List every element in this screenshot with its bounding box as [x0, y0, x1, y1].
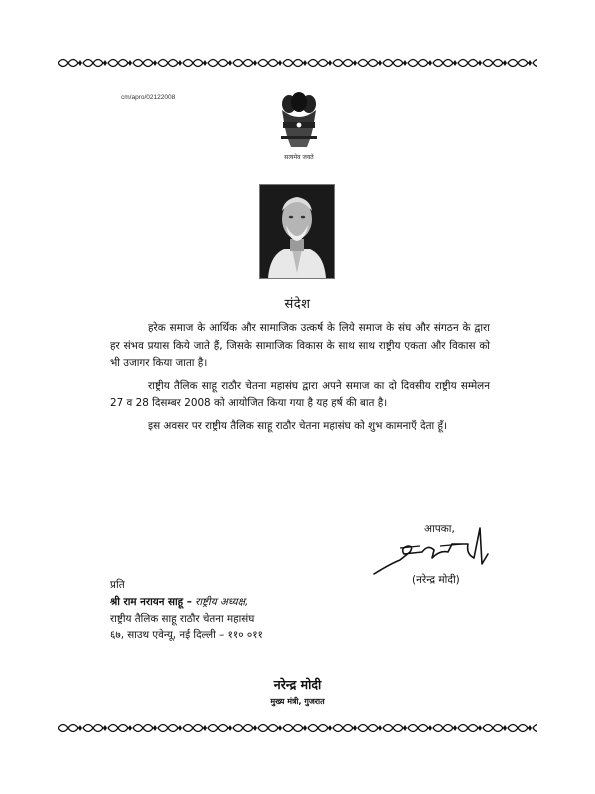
bottom-decorative-border: [58, 721, 537, 735]
state-emblem-icon: [276, 92, 322, 150]
recipient-address-block: [110, 594, 263, 644]
recipient-address: ६७, साउथ एवेन्यू, नई दिल्ली – ११० ०११: [110, 629, 263, 641]
reference-number: cm/apro/02122008: [121, 94, 176, 101]
footer-designation: मुख्य मंत्री, गुजरात: [270, 697, 325, 706]
closing-greeting: आपका,: [424, 523, 455, 535]
paragraph: राष्ट्रीय तैलिक साहू राठौर चेतना महासंघ द्वारा अपने समाज का दो दिवसीय राष्ट्रीय सम्मेलन 27 व 28 दिसम्बर 2008 को आयोजित किया गया है यह हर्ष की बात है।: [110, 379, 490, 410]
message-body: [110, 320, 490, 441]
recipient-name: श्री राम नरायन साहू –: [110, 596, 192, 608]
paragraph: हरेक समाज के आर्थिक और सामाजिक उत्कर्ष के लिये समाज के संघ और संगठन के द्वारा हर संभव प्रयास किये जाते हैं, जिसके सामाजिक विकास के साथ साथ राष्ट्रीय एकता और विकास को भी उजागर किया जाता है।: [110, 322, 490, 370]
recipient-line: [110, 594, 263, 611]
recipient-prefix: प्रति: [110, 579, 125, 591]
recipient-organization: राष्ट्रीय तैलिक साहू राठौर चेतना महासंघ: [110, 612, 255, 625]
emblem-motto: सत्यमेव जयते: [284, 154, 314, 161]
portrait-photo: [259, 184, 335, 279]
handwritten-signature: [370, 524, 498, 580]
paragraph: इस अवसर पर राष्ट्रीय तैलिक साहू राठौर चेतना महासंघ को शुभ कामनाएँ देता हूँ।: [148, 419, 448, 432]
footer-name: नरेन्द्र मोदी: [273, 677, 322, 692]
recipient-role: राष्ट्रीय अध्यक्ष,: [195, 596, 249, 608]
page-title: संदेश: [284, 297, 311, 312]
top-decorative-border: [58, 56, 537, 70]
signatory-name: (नरेन्द्र मोदी): [412, 574, 460, 586]
